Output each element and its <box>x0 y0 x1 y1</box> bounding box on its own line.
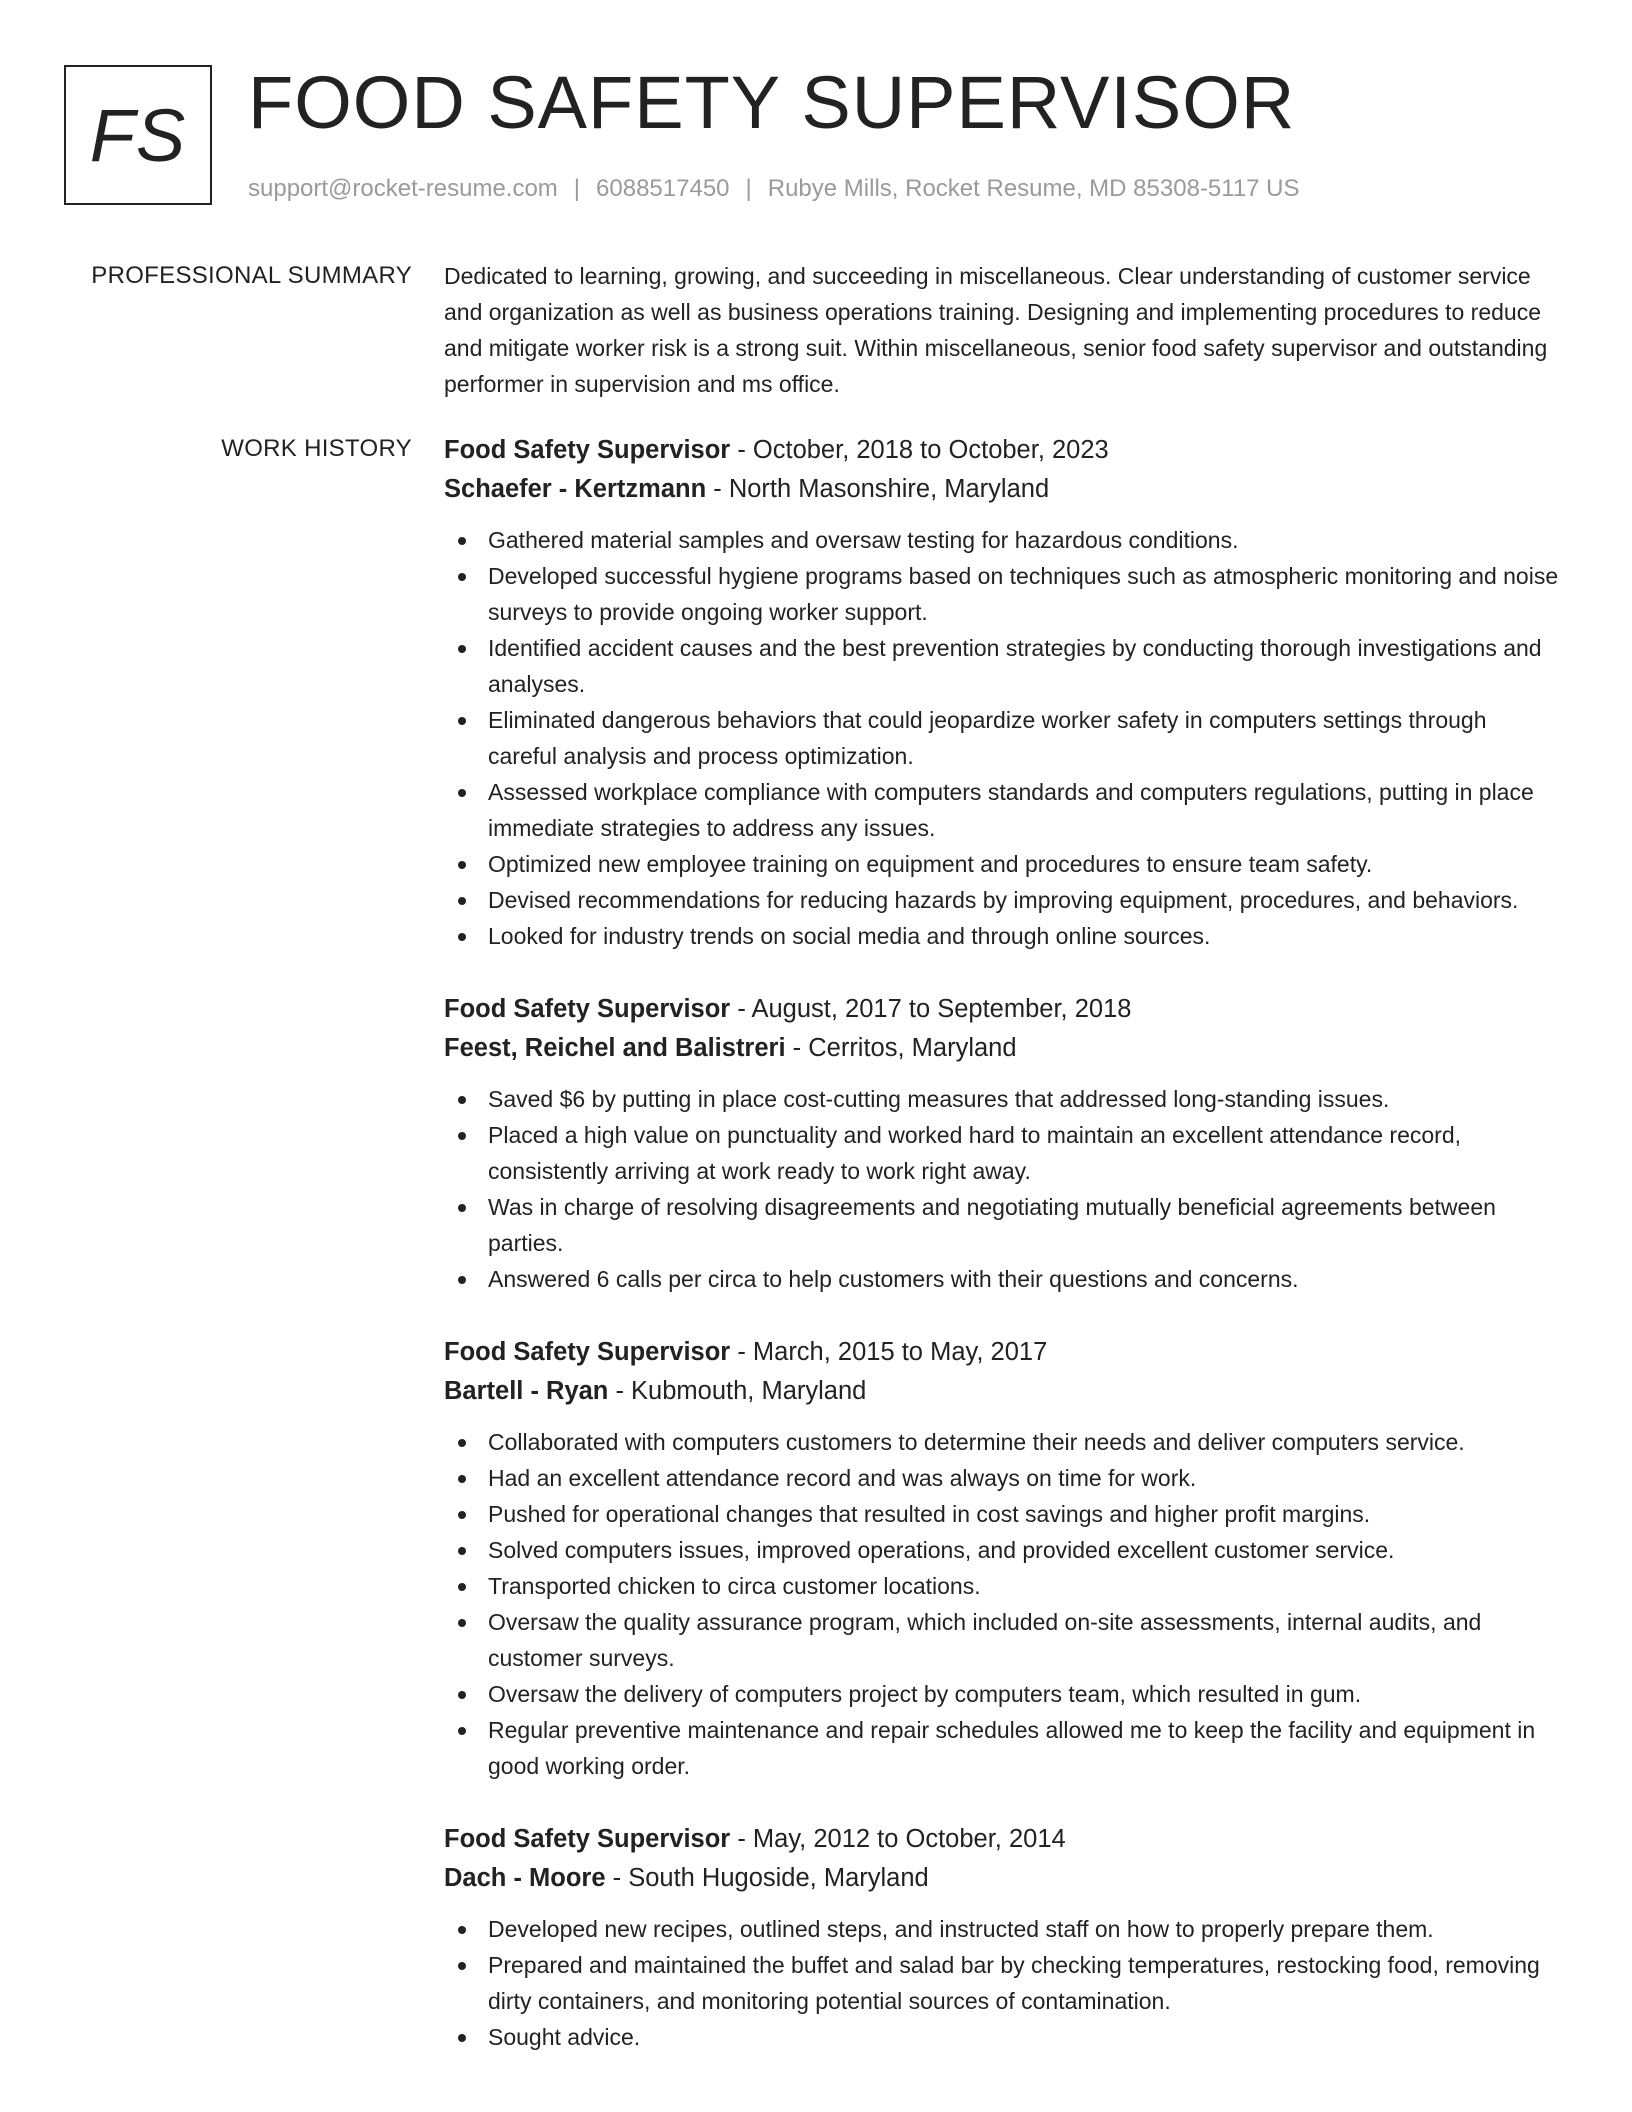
list-item: Was in charge of resolving disagreements and negotiating mutually beneficial agreements between parties. <box>444 1189 1560 1261</box>
job-bullet-list <box>444 522 1560 954</box>
contact-separator: | <box>745 175 752 202</box>
job-title-line <box>444 990 1560 1029</box>
monogram-logo: FS <box>64 65 212 205</box>
job-company-line <box>444 1029 1560 1068</box>
contact-email: support@rocket-resume.com <box>248 175 558 202</box>
job-title-line <box>444 1333 1560 1372</box>
job-title: Food Safety Supervisor <box>444 995 731 1023</box>
section-heading-work-history: WORK HISTORY <box>221 435 412 462</box>
job-entry <box>444 431 1560 954</box>
job-entry <box>444 990 1560 1297</box>
summary-body <box>444 258 1560 402</box>
contact-phone: 6088517450 <box>596 175 730 202</box>
list-item: Oversaw the delivery of computers project by computers team, which resulted in gum. <box>444 1676 1560 1712</box>
job-dates: - October, 2018 to October, 2023 <box>730 436 1109 464</box>
job-location: - North Masonshire, Maryland <box>706 475 1050 503</box>
list-item: Solved computers issues, improved operations, and provided excellent customer service. <box>444 1532 1560 1568</box>
list-item: Eliminated dangerous behaviors that could jeopardize worker safety in computers settings through careful analysis and process optimization. <box>444 702 1560 774</box>
contact-separator: | <box>573 175 581 202</box>
work-history-body <box>444 431 1560 2091</box>
list-item: Had an excellent attendance record and was always on time for work. <box>444 1460 1560 1496</box>
contact-line <box>248 174 1300 204</box>
list-item: Oversaw the quality assurance program, which included on-site assessments, internal audits, and customer surveys. <box>444 1604 1560 1676</box>
list-item: Assessed workplace compliance with computers standards and computers regulations, putting in place immediate strategies to address any issues. <box>444 774 1560 846</box>
job-title-line <box>444 1820 1560 1859</box>
job-company: Dach - Moore <box>444 1864 606 1892</box>
job-title: Food Safety Supervisor <box>444 1825 731 1853</box>
job-entry <box>444 1333 1560 1784</box>
section-heading-summary: PROFESSIONAL SUMMARY <box>91 262 412 289</box>
list-item: Saved $6 by putting in place cost-cutting measures that addressed long-standing issues. <box>444 1081 1560 1117</box>
list-item: Placed a high value on punctuality and worked hard to maintain an excellent attendance record, consistently arriving at work ready to work right away. <box>444 1117 1560 1189</box>
job-bullet-list <box>444 1424 1560 1784</box>
job-company-line <box>444 1372 1560 1411</box>
job-dates: - August, 2017 to September, 2018 <box>730 995 1132 1023</box>
list-item: Gathered material samples and oversaw testing for hazardous conditions. <box>444 522 1560 558</box>
job-dates: - May, 2012 to October, 2014 <box>730 1825 1066 1853</box>
job-company: Schaefer - Kertzmann <box>444 475 707 503</box>
job-bullet-list <box>444 1911 1560 2055</box>
job-title: Food Safety Supervisor <box>444 436 731 464</box>
job-company-line <box>444 470 1560 509</box>
list-item: Regular preventive maintenance and repair schedules allowed me to keep the facility and equipment in good working order. <box>444 1712 1560 1784</box>
contact-address: Rubye Mills, Rocket Resume, MD 85308-5117 US <box>767 175 1300 202</box>
list-item: Looked for industry trends on social media and through online sources. <box>444 918 1560 954</box>
job-location: - South Hugoside, Maryland <box>605 1864 929 1892</box>
list-item: Sought advice. <box>444 2019 1560 2055</box>
job-company: Feest, Reichel and Balistreri <box>444 1034 786 1062</box>
job-title-line <box>444 431 1560 470</box>
list-item: Developed successful hygiene programs based on techniques such as atmospheric monitoring and noise surveys to provide ongoing worker support. <box>444 558 1560 630</box>
list-item: Developed new recipes, outlined steps, and instructed staff on how to properly prepare them. <box>444 1911 1560 1947</box>
list-item: Optimized new employee training on equipment and procedures to ensure team safety. <box>444 846 1560 882</box>
list-item: Answered 6 calls per circa to help customers with their questions and concerns. <box>444 1261 1560 1297</box>
job-location: - Kubmouth, Maryland <box>608 1377 867 1405</box>
job-location: - Cerritos, Maryland <box>785 1034 1017 1062</box>
job-bullet-list <box>444 1081 1560 1297</box>
job-company-line <box>444 1859 1560 1898</box>
job-title: Food Safety Supervisor <box>444 1338 731 1366</box>
list-item: Devised recommendations for reducing hazards by improving equipment, procedures, and behaviors. <box>444 882 1560 918</box>
job-company: Bartell - Ryan <box>444 1377 609 1405</box>
summary-text: Dedicated to learning, growing, and succeeding in miscellaneous. Clear understanding of customer service and organization as well as business operations training. Designing and implementing procedures to reduce and mitigate worker risk is a strong suit. Within miscellaneous, senior food safety supervisor and outstanding performer in supervision and ms office. <box>444 263 1548 397</box>
job-entry <box>444 1820 1560 2055</box>
page-title: FOOD SAFETY SUPERVISOR <box>248 61 1296 144</box>
list-item: Transported chicken to circa customer locations. <box>444 1568 1560 1604</box>
list-item: Pushed for operational changes that resulted in cost savings and higher profit margins. <box>444 1496 1560 1532</box>
list-item: Prepared and maintained the buffet and salad bar by checking temperatures, restocking food, removing dirty containers, and monitoring potential sources of contamination. <box>444 1947 1560 2019</box>
list-item: Identified accident causes and the best prevention strategies by conducting thorough investigations and analyses. <box>444 630 1560 702</box>
list-item: Collaborated with computers customers to determine their needs and deliver computers service. <box>444 1424 1560 1460</box>
job-dates: - March, 2015 to May, 2017 <box>730 1338 1048 1366</box>
